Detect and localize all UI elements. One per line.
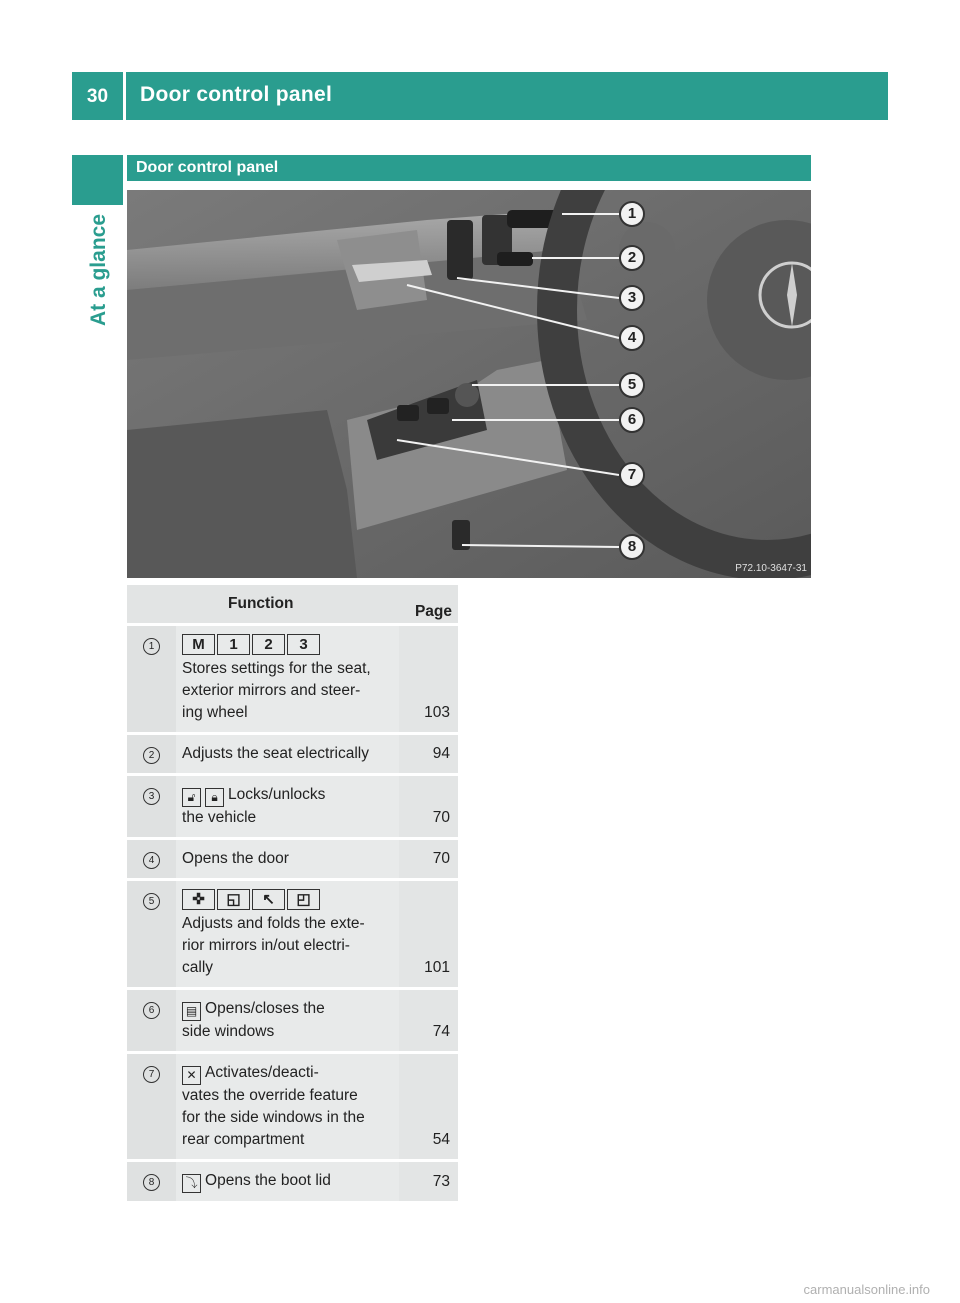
lock-icon: 🔒︎ (205, 788, 224, 807)
table-row (127, 990, 458, 1054)
table-row (127, 1162, 458, 1204)
callout-7: 7 (619, 462, 645, 488)
table-row (127, 776, 458, 840)
row-number: 6 (143, 1002, 160, 1019)
row-page: 103 (399, 626, 458, 735)
row-number: 1 (143, 638, 160, 655)
row-number: 2 (143, 747, 160, 764)
row-text-line: the vehicle (182, 809, 257, 826)
header-bar (72, 72, 888, 120)
window-icon: ▤ (182, 1002, 201, 1021)
row-text-line: Adjusts and folds the exte- (182, 915, 365, 932)
callout-8: 8 (619, 534, 645, 560)
table-row (127, 1054, 458, 1162)
table-row (127, 840, 458, 881)
memory-3-icon: 3 (287, 634, 320, 655)
row-text-line: cally (182, 959, 214, 976)
row-number: 5 (143, 893, 160, 910)
boot-lid-icon: ⤵ (182, 1174, 201, 1193)
row-text-line: for the side windows in the (182, 1109, 365, 1126)
table-row (127, 881, 458, 990)
header-function: Function (176, 585, 399, 626)
callout-5: 5 (619, 372, 645, 398)
row-number: 3 (143, 788, 160, 805)
row-number: 8 (143, 1174, 160, 1191)
row-text-line: ing wheel (182, 704, 248, 721)
header-divider (123, 72, 126, 120)
header-page: Page (399, 585, 458, 626)
memory-1-icon: 1 (217, 634, 250, 655)
callout-2: 2 (619, 245, 645, 271)
mirror-buttons (182, 889, 393, 911)
row-text-line: Activates/deacti- (205, 1064, 319, 1081)
row-text-line: Stores settings for the seat, (182, 660, 371, 677)
row-text-line: Opens/closes the (205, 1000, 325, 1017)
section-bar (127, 155, 811, 181)
memory-m-icon: M (182, 634, 215, 655)
row-page: 54 (399, 1054, 458, 1162)
mirror-fold-icon: ◱ (217, 889, 250, 910)
row-page: 73 (399, 1162, 458, 1204)
door-panel-illustration (127, 190, 811, 578)
row-page: 74 (399, 990, 458, 1054)
row-text-line: Locks/unlocks (228, 786, 326, 803)
table-row (127, 626, 458, 735)
row-text-line: vates the override feature (182, 1087, 358, 1104)
row-number: 4 (143, 852, 160, 869)
row-text-line: side windows (182, 1023, 275, 1040)
override-icon: ✕ (182, 1066, 201, 1085)
image-code: P72.10-3647-31 (735, 563, 807, 574)
page-title: Door control panel (140, 83, 333, 106)
mirror-right-icon: ◰ (287, 889, 320, 910)
unlock-icon: 🔓︎ (182, 788, 201, 807)
callout-6: 6 (619, 407, 645, 433)
mirror-left-icon: ↖ (252, 889, 285, 910)
row-page: 70 (399, 776, 458, 840)
door-panel-photo (127, 190, 811, 578)
callout-3: 3 (619, 285, 645, 311)
memory-2-icon: 2 (252, 634, 285, 655)
mirror-adjust-icon: ✜ (182, 889, 215, 910)
footer-watermark: carmanualsonline.info (803, 1282, 930, 1297)
row-text-line: rior mirrors in/out electri- (182, 937, 350, 954)
row-text-line: Adjusts the seat electrically (182, 745, 369, 762)
row-page: 70 (399, 840, 458, 881)
table-row (127, 735, 458, 776)
row-text-line: rear compartment (182, 1131, 305, 1148)
page-number: 30 (86, 86, 109, 107)
callout-1: 1 (619, 201, 645, 227)
function-table (127, 585, 458, 1204)
side-label: At a glance (87, 213, 110, 327)
header-number (127, 585, 176, 626)
row-number: 7 (143, 1066, 160, 1083)
row-page: 94 (399, 735, 458, 776)
memory-buttons (182, 634, 393, 656)
row-text-line: Opens the boot lid (205, 1172, 331, 1189)
row-text-line: exterior mirrors and steer- (182, 682, 361, 699)
side-tab (72, 155, 123, 205)
row-page: 101 (399, 881, 458, 990)
row-text-line: Opens the door (182, 850, 289, 867)
callout-4: 4 (619, 325, 645, 351)
section-title: Door control panel (136, 159, 279, 176)
